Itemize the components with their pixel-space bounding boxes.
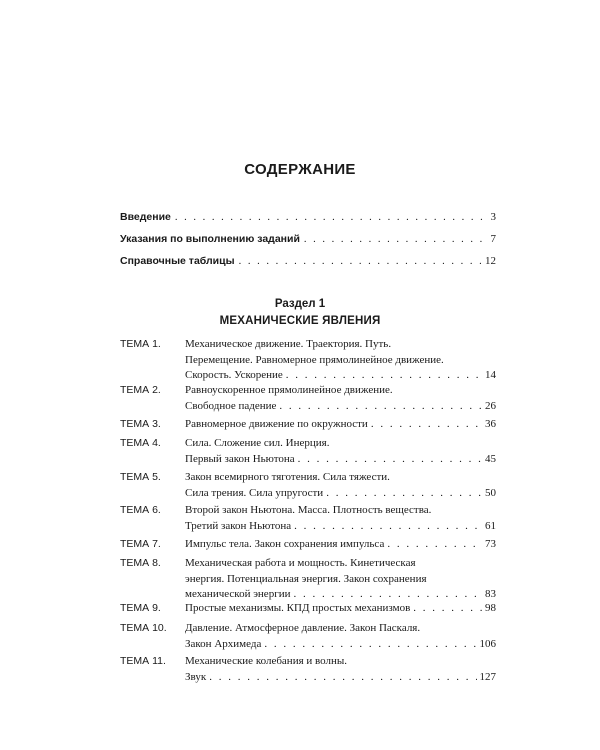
toc-topic[interactable] — [120, 337, 496, 384]
toc-topic[interactable] — [120, 436, 496, 467]
toc-page-number: 14 — [485, 369, 496, 381]
topic-line: Равномерное движение по окружности — [185, 418, 368, 430]
dot-leader — [175, 212, 487, 223]
topic-label: ТЕМА 4. — [120, 437, 161, 449]
toc-page-number: 83 — [485, 588, 496, 600]
topic-line: Первый закон Ньютона — [185, 452, 295, 465]
toc-page-number: 106 — [479, 637, 496, 650]
topic-line: Перемещение. Равномерное прямолинейное движение. — [185, 353, 444, 366]
dot-leader — [286, 368, 482, 384]
toc-page-number: 98 — [485, 602, 496, 614]
dot-leader — [304, 234, 487, 245]
toc-topic[interactable] — [120, 654, 496, 685]
toc-page-number: 26 — [485, 399, 496, 412]
toc-page-number: 7 — [490, 233, 496, 245]
topic-label: ТЕМА 9. — [120, 602, 161, 614]
topic-line: Импульс тела. Закон сохранения импульса — [185, 538, 385, 550]
dot-leader — [279, 399, 482, 415]
toc-page-number: 61 — [485, 519, 496, 532]
topic-label: ТЕМА 3. — [120, 418, 161, 430]
topic-line: Механическая работа и мощность. Кинетическая — [185, 557, 416, 569]
topic-label: ТЕМА 8. — [120, 557, 161, 569]
topic-label: ТЕМА 2. — [120, 384, 161, 396]
toc-page-number: 73 — [485, 538, 496, 550]
topic-line: Механическое движение. Траектория. Путь. — [185, 338, 392, 350]
dot-leader — [264, 637, 476, 653]
toc-entry-label: Справочные таблицы — [120, 255, 235, 267]
toc-topic[interactable] — [120, 621, 496, 652]
topic-line: Свободное падение — [185, 399, 277, 412]
topic-line: Равноускоренное прямолинейное движение. — [185, 384, 393, 396]
toc-topic[interactable] — [120, 417, 496, 433]
topic-line: Третий закон Ньютона — [185, 519, 292, 532]
topic-label: ТЕМА 5. — [120, 471, 161, 483]
topic-line: Скорость. Ускорение — [185, 369, 283, 381]
topic-line: Второй закон Ньютона. Масса. Плотность вещества. — [185, 504, 432, 516]
toc-page-number: 3 — [490, 211, 496, 223]
toc-page-number: 12 — [485, 255, 496, 267]
topic-line: Сила. Сложение сил. Инерция. — [185, 437, 330, 449]
topic-label: ТЕМА 1. — [120, 338, 161, 350]
toc-topic[interactable] — [120, 601, 496, 617]
toc-topic[interactable] — [120, 556, 496, 603]
section-title: МЕХАНИЧЕСКИЕ ЯВЛЕНИЯ — [219, 315, 381, 327]
toc-page-number: 36 — [485, 418, 496, 430]
topic-line: Давление. Атмосферное давление. Закон Паскаля. — [185, 622, 421, 634]
section-number: Раздел 1 — [274, 298, 326, 310]
page-title: СОДЕРЖАНИЕ — [244, 161, 356, 178]
toc-page-number: 127 — [479, 670, 496, 683]
dot-leader — [294, 519, 482, 535]
topic-line: Закон Архимеда — [185, 637, 262, 650]
toc-entry-label: Указания по выполнению заданий — [120, 233, 300, 245]
toc-topic[interactable] — [120, 470, 496, 501]
topic-line: механической энергии — [185, 588, 291, 600]
dot-leader — [326, 486, 482, 502]
toc-page-number: 50 — [485, 486, 496, 499]
dot-leader — [209, 670, 476, 686]
topic-label: ТЕМА 10. — [120, 622, 167, 634]
dot-leader — [239, 256, 481, 267]
topic-line: Механические колебания и волны. — [185, 655, 348, 667]
topic-line: Простые механизмы. КПД простых механизмов — [185, 602, 411, 614]
toc-entry-instructions[interactable] — [120, 233, 496, 245]
dot-leader — [298, 452, 482, 468]
dot-leader — [413, 601, 482, 617]
toc-entry-reference-tables[interactable] — [120, 255, 496, 267]
toc-page-number: 45 — [485, 452, 496, 465]
toc-topic[interactable] — [120, 537, 496, 553]
topic-line: Сила трения. Сила упругости — [185, 486, 324, 499]
topic-line: энергия. Потенциальная энергия. Закон сохранения — [185, 572, 427, 585]
toc-topic[interactable] — [120, 503, 496, 534]
topic-line: Закон всемирного тяготения. Сила тяжести. — [185, 471, 390, 483]
dot-leader — [371, 417, 482, 433]
dot-leader — [387, 537, 482, 553]
topic-label: ТЕМА 7. — [120, 538, 161, 550]
toc-entry-introduction[interactable] — [120, 211, 496, 223]
toc-entry-label: Введение — [120, 211, 171, 223]
toc-topic[interactable] — [120, 383, 496, 414]
topic-label: ТЕМА 11. — [120, 655, 166, 667]
topic-label: ТЕМА 6. — [120, 504, 161, 516]
topic-line: Звук — [185, 670, 207, 683]
